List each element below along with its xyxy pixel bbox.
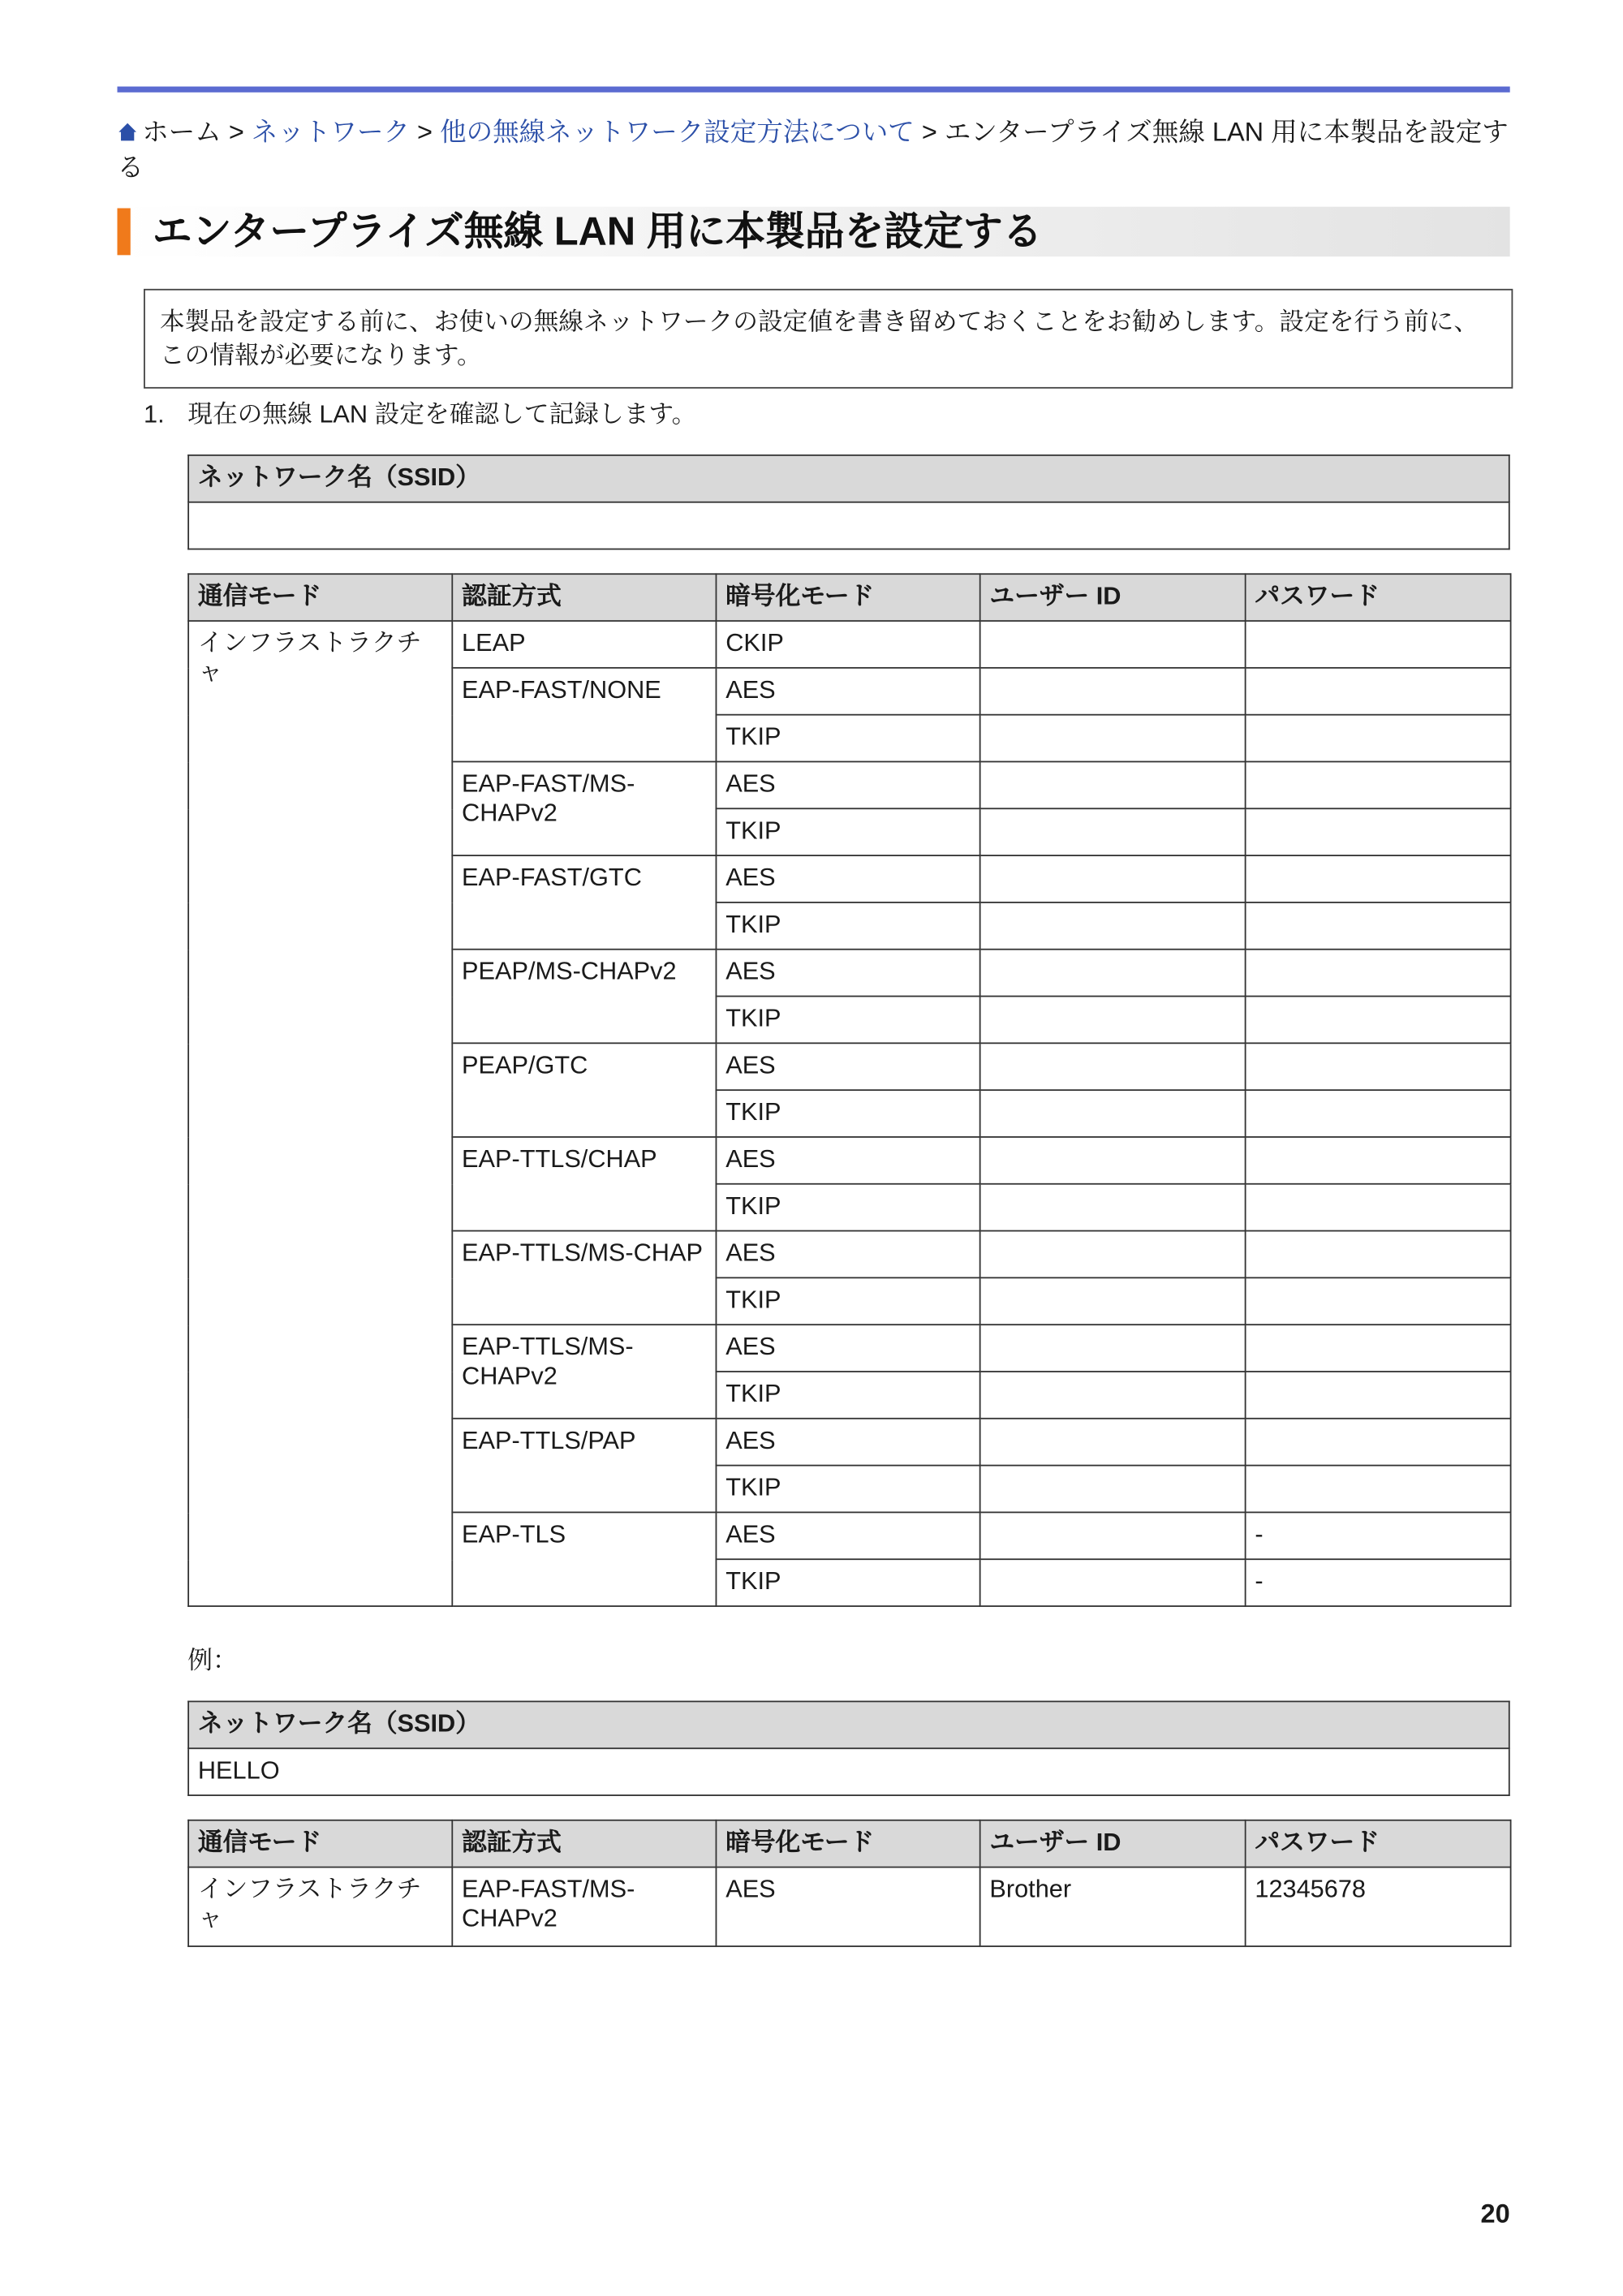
example-encryption: AES	[716, 1867, 979, 1947]
example-auth: EAP-FAST/MS-CHAPv2	[452, 1867, 716, 1947]
password-cell	[1246, 1137, 1511, 1184]
example-ssid-header: ネットワーク名（SSID）	[188, 1701, 1509, 1748]
example-label: 例：	[187, 1646, 238, 1675]
step-number: 1.	[144, 400, 165, 429]
auth-cell: EAP-FAST/GTC	[452, 855, 716, 950]
breadcrumb-current: エンタープライズ無線 LAN 用に本製品を設定する	[117, 117, 1509, 183]
encryption-cell: AES	[716, 1043, 979, 1090]
password-cell	[1246, 1372, 1511, 1419]
user-id-cell	[980, 1090, 1246, 1137]
auth-cell: EAP-FAST/MS-CHAPv2	[452, 761, 716, 855]
user-id-cell	[980, 997, 1246, 1044]
home-icon[interactable]	[118, 122, 138, 142]
password-cell	[1246, 715, 1511, 762]
example-ssid-value: HELLO	[188, 1748, 1509, 1795]
encryption-cell: TKIP	[716, 1090, 979, 1137]
user-id-cell	[980, 855, 1246, 902]
encryption-cell: AES	[716, 668, 979, 715]
note-box: 本製品を設定する前に、お使いの無線ネットワークの設定値を書き留めておくことをお勧めします。設定を行う前に、この情報が必要になります。	[144, 289, 1513, 389]
table-row	[188, 621, 1510, 668]
password-cell	[1246, 1466, 1511, 1513]
password-cell	[1246, 668, 1511, 715]
example-header-auth: 認証方式	[452, 1820, 716, 1867]
password-cell	[1246, 1277, 1511, 1325]
encryption-cell: AES	[716, 1325, 979, 1372]
encryption-cell: TKIP	[716, 1184, 979, 1231]
user-id-cell	[980, 621, 1246, 668]
encryption-cell: TKIP	[716, 1277, 979, 1325]
title-accent-bar	[118, 209, 131, 256]
auth-cell: EAP-TTLS/MS-CHAPv2	[452, 1325, 716, 1419]
password-cell	[1246, 621, 1511, 668]
encryption-cell: TKIP	[716, 808, 979, 855]
password-cell	[1246, 1043, 1511, 1090]
encryption-cell: TKIP	[716, 1559, 979, 1606]
example-header-user-id: ユーザー ID	[980, 1820, 1246, 1867]
auth-cell: EAP-TLS	[452, 1512, 716, 1606]
encryption-cell: TKIP	[716, 715, 979, 762]
encryption-cell: AES	[716, 1419, 979, 1466]
settings-table	[187, 573, 1511, 1607]
page-number: 20	[1480, 2199, 1510, 2229]
user-id-cell	[980, 668, 1246, 715]
title-banner	[118, 207, 1510, 256]
ssid-value-cell	[188, 502, 1509, 549]
step-text: 現在の無線 LAN 設定を確認して記録します。	[187, 400, 697, 429]
password-cell	[1246, 1325, 1511, 1372]
example-header-encryption: 暗号化モード	[716, 1820, 979, 1867]
user-id-cell	[980, 1419, 1246, 1466]
user-id-cell	[980, 1184, 1246, 1231]
password-cell	[1246, 855, 1511, 902]
header-mode: 通信モード	[188, 574, 452, 621]
example-header-mode: 通信モード	[188, 1820, 452, 1867]
example-settings-table	[187, 1820, 1511, 1947]
user-id-cell	[980, 1231, 1246, 1278]
mode-cell: インフラストラクチャ	[188, 621, 452, 1606]
auth-cell: EAP-TTLS/MS-CHAP	[452, 1231, 716, 1325]
breadcrumb-network-link[interactable]: ネットワーク	[251, 117, 411, 147]
user-id-cell	[980, 1559, 1246, 1606]
example-ssid-table	[187, 1701, 1509, 1796]
header-auth: 認証方式	[452, 574, 716, 621]
step-1	[144, 398, 696, 431]
encryption-cell: TKIP	[716, 902, 979, 950]
breadcrumb-separator: >	[228, 117, 244, 147]
auth-cell: EAP-FAST/NONE	[452, 668, 716, 762]
auth-cell: EAP-TTLS/PAP	[452, 1419, 716, 1513]
encryption-cell: TKIP	[716, 1372, 979, 1419]
user-id-cell	[980, 761, 1246, 808]
encryption-cell: AES	[716, 950, 979, 997]
user-id-cell	[980, 1277, 1246, 1325]
user-id-cell	[980, 902, 1246, 950]
encryption-cell: AES	[716, 855, 979, 902]
auth-cell: PEAP/GTC	[452, 1043, 716, 1137]
password-cell	[1246, 902, 1511, 950]
ssid-header: ネットワーク名（SSID）	[188, 455, 1509, 502]
user-id-cell	[980, 1325, 1246, 1372]
header-user-id: ユーザー ID	[980, 574, 1246, 621]
auth-cell: EAP-TTLS/CHAP	[452, 1137, 716, 1231]
encryption-cell: AES	[716, 761, 979, 808]
encryption-cell: AES	[716, 1231, 979, 1278]
user-id-cell	[980, 1466, 1246, 1513]
breadcrumb-separator: >	[921, 117, 937, 147]
password-cell	[1246, 1231, 1511, 1278]
password-cell: -	[1246, 1559, 1511, 1606]
top-rule	[118, 87, 1510, 93]
example-header-password: パスワード	[1246, 1820, 1511, 1867]
header-encryption: 暗号化モード	[716, 574, 979, 621]
user-id-cell	[980, 1043, 1246, 1090]
user-id-cell	[980, 808, 1246, 855]
encryption-cell: AES	[716, 1512, 979, 1559]
example-mode: インフラストラクチャ	[188, 1867, 452, 1947]
password-cell	[1246, 997, 1511, 1044]
encryption-cell: TKIP	[716, 1466, 979, 1513]
breadcrumb	[118, 114, 1510, 185]
password-cell	[1246, 1419, 1511, 1466]
encryption-cell: AES	[716, 1137, 979, 1184]
auth-cell: PEAP/MS-CHAPv2	[452, 950, 716, 1044]
password-cell	[1246, 950, 1511, 997]
auth-cell: LEAP	[452, 621, 716, 668]
user-id-cell	[980, 1372, 1246, 1419]
breadcrumb-other-wireless-link[interactable]: 他の無線ネットワーク設定方法について	[440, 117, 915, 147]
page-title: エンタープライズ無線 LAN 用に本製品を設定する	[152, 209, 1043, 254]
encryption-cell: CKIP	[716, 621, 979, 668]
password-cell	[1246, 1184, 1511, 1231]
example-password: 12345678	[1246, 1867, 1511, 1947]
example-user-id: Brother	[980, 1867, 1246, 1947]
user-id-cell	[980, 1137, 1246, 1184]
password-cell	[1246, 808, 1511, 855]
breadcrumb-home: ホーム	[142, 117, 222, 147]
password-cell	[1246, 761, 1511, 808]
user-id-cell	[980, 1512, 1246, 1559]
encryption-cell: TKIP	[716, 997, 979, 1044]
password-cell	[1246, 1090, 1511, 1137]
password-cell: -	[1246, 1512, 1511, 1559]
header-password: パスワード	[1246, 574, 1511, 621]
breadcrumb-separator: >	[417, 117, 433, 147]
user-id-cell	[980, 950, 1246, 997]
ssid-table	[187, 454, 1509, 549]
user-id-cell	[980, 715, 1246, 762]
